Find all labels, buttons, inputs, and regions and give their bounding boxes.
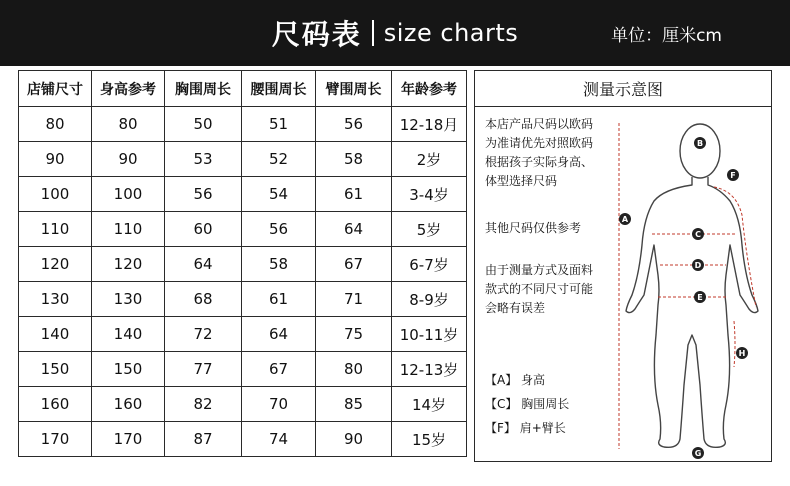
marker-a bbox=[619, 213, 631, 225]
note-line: 本店产品尺码以欧码 bbox=[485, 117, 594, 131]
table-cell: 6-7岁 bbox=[392, 247, 467, 282]
table-cell: 52 bbox=[242, 142, 316, 177]
column-header: 店铺尺寸 bbox=[19, 71, 92, 107]
table-row bbox=[19, 107, 467, 142]
table-row bbox=[19, 352, 467, 387]
table-cell: 72 bbox=[165, 317, 242, 352]
note-line: 由于测量方式及面料 bbox=[485, 263, 594, 277]
table-cell: 150 bbox=[92, 352, 165, 387]
table-cell: 85 bbox=[316, 387, 392, 422]
table-cell: 70 bbox=[242, 387, 316, 422]
table-cell: 150 bbox=[19, 352, 92, 387]
table-cell: 120 bbox=[19, 247, 92, 282]
table-cell: 80 bbox=[92, 107, 165, 142]
table-cell: 67 bbox=[242, 352, 316, 387]
table-cell: 50 bbox=[165, 107, 242, 142]
table-cell: 170 bbox=[19, 422, 92, 457]
marker-d bbox=[692, 259, 704, 271]
marker-h bbox=[736, 347, 748, 359]
column-header: 胸围周长 bbox=[165, 71, 242, 107]
table-row bbox=[19, 142, 467, 177]
body-measurement-figure bbox=[474, 105, 772, 461]
table-row bbox=[19, 212, 467, 247]
table-cell: 100 bbox=[19, 177, 92, 212]
column-header: 身高参考 bbox=[92, 71, 165, 107]
table-cell: 68 bbox=[165, 282, 242, 317]
marker-e bbox=[694, 291, 706, 303]
title-chinese: 尺码表 bbox=[271, 18, 362, 51]
marker-c bbox=[692, 228, 704, 240]
table-cell: 90 bbox=[19, 142, 92, 177]
table-cell: 15岁 bbox=[392, 422, 467, 457]
marker-f bbox=[727, 169, 739, 181]
unit-label: 单位：厘米cm bbox=[611, 25, 722, 46]
table-cell: 60 bbox=[165, 212, 242, 247]
table-header-row bbox=[19, 71, 467, 107]
table-row bbox=[19, 317, 467, 352]
table-cell: 87 bbox=[165, 422, 242, 457]
size-table bbox=[18, 70, 467, 457]
table-cell: 75 bbox=[316, 317, 392, 352]
table-cell: 110 bbox=[92, 212, 165, 247]
note-line: 款式的不同尺寸可能 bbox=[485, 282, 594, 296]
note-line: 会略有误差 bbox=[485, 301, 546, 315]
table-cell: 51 bbox=[242, 107, 316, 142]
table-cell: 140 bbox=[92, 317, 165, 352]
table-cell: 54 bbox=[242, 177, 316, 212]
table-row bbox=[19, 387, 467, 422]
note-line: 根据孩子实际身高、 bbox=[485, 155, 594, 169]
table-cell: 5岁 bbox=[392, 212, 467, 247]
svg-text:C: C bbox=[695, 230, 701, 239]
svg-text:A: A bbox=[621, 215, 629, 224]
table-cell: 100 bbox=[92, 177, 165, 212]
table-cell: 2岁 bbox=[392, 142, 467, 177]
note-line: 体型选择尺码 bbox=[485, 174, 558, 188]
table-cell: 80 bbox=[19, 107, 92, 142]
legend-height: 【A】 身高 bbox=[485, 373, 546, 387]
column-header: 腰围周长 bbox=[242, 71, 316, 107]
note-reference-only: 其他尺码仅供参考 bbox=[485, 221, 582, 235]
table-cell: 12-13岁 bbox=[392, 352, 467, 387]
leg-line-h bbox=[734, 321, 735, 367]
svg-text:G: G bbox=[694, 449, 702, 458]
table-body bbox=[19, 107, 467, 457]
table-cell: 160 bbox=[19, 387, 92, 422]
table-cell: 120 bbox=[92, 247, 165, 282]
table-cell: 61 bbox=[242, 282, 316, 317]
svg-text:F: F bbox=[730, 171, 736, 180]
table-cell: 77 bbox=[165, 352, 242, 387]
header-bar bbox=[0, 0, 790, 66]
svg-text:D: D bbox=[694, 261, 702, 270]
table-cell: 170 bbox=[92, 422, 165, 457]
svg-text:B: B bbox=[696, 139, 704, 148]
table-cell: 71 bbox=[316, 282, 392, 317]
table-cell: 10-11岁 bbox=[392, 317, 467, 352]
table-cell: 64 bbox=[165, 247, 242, 282]
table-cell: 90 bbox=[92, 142, 165, 177]
table-cell: 82 bbox=[165, 387, 242, 422]
table-cell: 64 bbox=[316, 212, 392, 247]
table-cell: 80 bbox=[316, 352, 392, 387]
note-line: 为准请优先对照欧码 bbox=[485, 136, 594, 150]
table-cell: 56 bbox=[316, 107, 392, 142]
table-row bbox=[19, 247, 467, 282]
title-english: size charts bbox=[383, 19, 519, 47]
table-cell: 58 bbox=[242, 247, 316, 282]
legend-chest: 【C】 胸围周长 bbox=[485, 397, 570, 411]
table-row bbox=[19, 177, 467, 212]
table-cell: 64 bbox=[242, 317, 316, 352]
title-divider bbox=[372, 20, 374, 46]
table-cell: 56 bbox=[242, 212, 316, 247]
table-cell: 130 bbox=[92, 282, 165, 317]
markers bbox=[619, 137, 748, 459]
table-row bbox=[19, 282, 467, 317]
svg-text:H: H bbox=[738, 349, 746, 358]
table-cell: 14岁 bbox=[392, 387, 467, 422]
table-cell: 110 bbox=[19, 212, 92, 247]
table-cell: 61 bbox=[316, 177, 392, 212]
table-row bbox=[19, 422, 467, 457]
table-cell: 3-4岁 bbox=[392, 177, 467, 212]
svg-text:E: E bbox=[697, 293, 703, 302]
table-cell: 130 bbox=[19, 282, 92, 317]
table-cell: 56 bbox=[165, 177, 242, 212]
table-cell: 67 bbox=[316, 247, 392, 282]
marker-g bbox=[692, 447, 704, 459]
table-cell: 58 bbox=[316, 142, 392, 177]
column-header: 年龄参考 bbox=[392, 71, 467, 107]
marker-b bbox=[694, 137, 706, 149]
table-cell: 160 bbox=[92, 387, 165, 422]
table-cell: 74 bbox=[242, 422, 316, 457]
legend-shoulder-arm: 【F】 肩+臂长 bbox=[485, 421, 566, 435]
column-header: 臂围周长 bbox=[316, 71, 392, 107]
diagram-title: 测量示意图 bbox=[475, 71, 771, 107]
table-cell: 12-18月 bbox=[392, 107, 467, 142]
table-cell: 140 bbox=[19, 317, 92, 352]
table-cell: 90 bbox=[316, 422, 392, 457]
table-cell: 53 bbox=[165, 142, 242, 177]
table-cell: 8-9岁 bbox=[392, 282, 467, 317]
